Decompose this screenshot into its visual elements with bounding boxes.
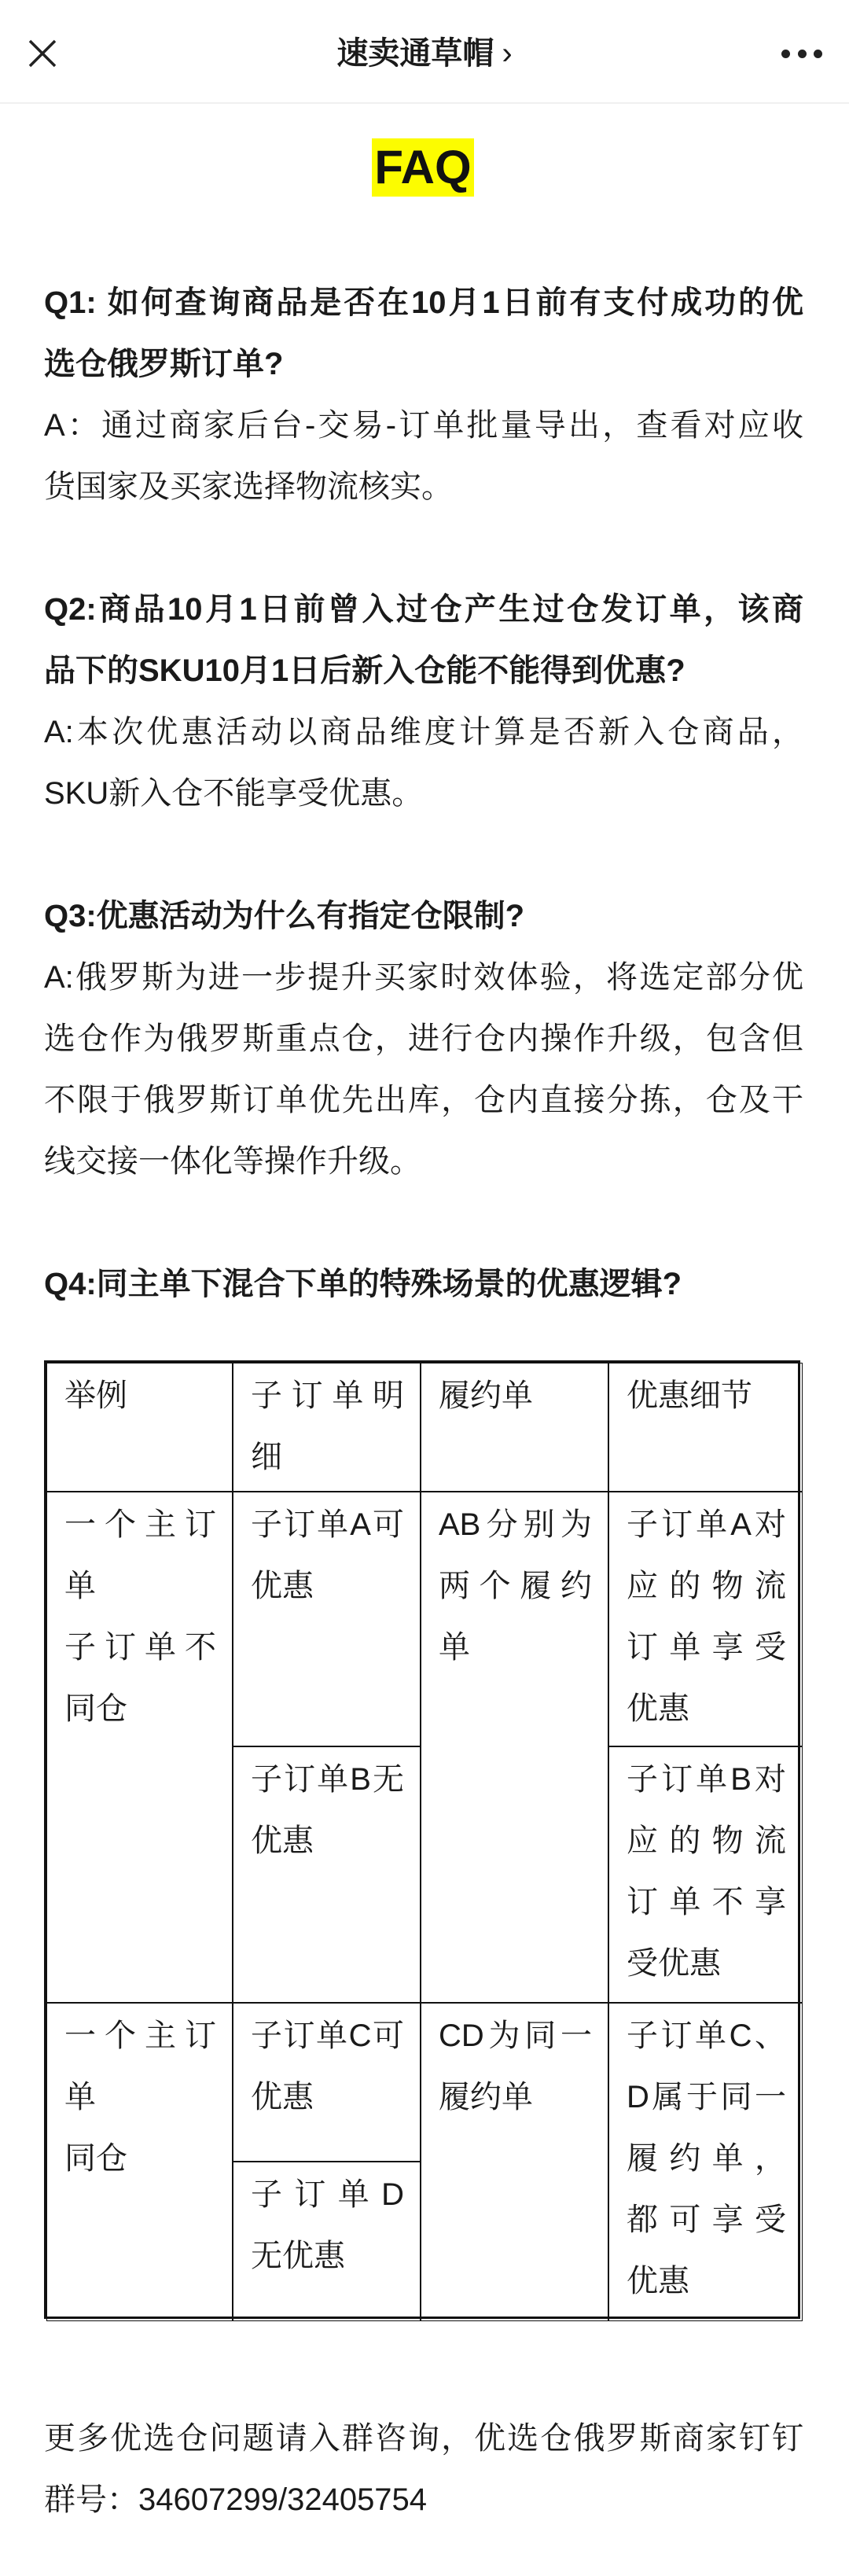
table-cell-r1-fulfil	[421, 1492, 608, 2003]
question-line: Q4:同主单下混合下单的特殊场景的优惠逻辑?	[44, 1267, 682, 1301]
question-line: 选仓俄罗斯订单?	[44, 347, 284, 381]
faq-item-2	[44, 579, 803, 824]
top-nav-bar	[0, 0, 849, 104]
table-header-cell	[233, 1363, 421, 1492]
answer-line: A:本次优惠活动以商品维度计算是否新入仓商品，	[44, 715, 803, 749]
faq-item-3	[44, 885, 803, 1192]
table-header-cell	[608, 1363, 803, 1492]
table-cell-r2-fulfil	[421, 2003, 608, 2321]
cell-line: 细	[251, 1440, 282, 1474]
cell-line: 优惠	[627, 1691, 689, 1726]
question	[44, 885, 803, 947]
table-cell-r1-detail-a	[608, 1492, 803, 1746]
cell-line: 履约单	[439, 2080, 533, 2114]
answer-line: A:俄罗斯为进一步提升买家时效体验，将选定部分优	[44, 960, 803, 995]
answer	[44, 395, 803, 517]
cell-line: 优惠	[627, 2264, 689, 2298]
cell-line: 两个履约	[439, 1569, 592, 1603]
answer	[44, 701, 803, 824]
cell-line: 同仓	[64, 2141, 127, 2176]
answer-line: 货国家及买家选择物流核实。	[44, 469, 453, 504]
table-cell-r2-example	[46, 2003, 233, 2321]
cell-line: 一个主订	[64, 2018, 216, 2053]
more-icon[interactable]	[781, 46, 822, 61]
cell-line: 单	[64, 2080, 96, 2114]
cell-line: 子订单不	[64, 1630, 216, 1665]
cell-line: 应的物流	[627, 1823, 786, 1858]
cell-line: 子订单B对	[627, 1762, 786, 1797]
chevron-right-icon: ›	[502, 36, 513, 71]
question-line: Q1: 如何查询商品是否在10月1日前有支付成功的优	[44, 285, 803, 320]
cell-line: 都可享受	[627, 2202, 786, 2237]
cell-line: 单	[439, 1630, 470, 1665]
faq-content	[44, 272, 803, 1315]
table-header-cell	[421, 1363, 608, 1492]
page-title[interactable]	[0, 33, 849, 74]
question	[44, 579, 803, 701]
cell-line: 子订单C可	[251, 2018, 404, 2053]
question-line: 品下的SKU10月1日后新入仓能不能得到优惠?	[44, 653, 685, 688]
table-cell-r1-example	[46, 1492, 233, 2003]
table-cell-r2-detail	[608, 2003, 803, 2321]
cell-line: 子订单C、	[627, 2018, 786, 2053]
cell-line: 子订单明	[251, 1378, 404, 1413]
cell-line: 优惠	[251, 2080, 314, 2114]
cell-line: 一个主订	[64, 1507, 216, 1542]
faq-item-4	[44, 1253, 803, 1315]
answer-line: 选仓作为俄罗斯重点仓，进行仓内操作升级，包含但	[44, 1021, 803, 1056]
question-line: Q2:商品10月1日前曾入过仓产生过仓发订单，该商	[44, 592, 803, 627]
question-line: Q3:优惠活动为什么有指定仓限制?	[44, 899, 525, 933]
cell-line: 履约单	[439, 1378, 533, 1413]
cell-line: 订单不享	[627, 1885, 786, 1919]
question	[44, 1253, 803, 1315]
answer-line: 不限于俄罗斯订单优先出库，仓内直接分拣，仓及干	[44, 1083, 803, 1117]
cell-line: 子订单B无	[251, 1762, 404, 1797]
answer-line: A：通过商家后台-交易-订单批量导出，查看对应收	[44, 408, 803, 443]
answer-line: SKU新入仓不能享受优惠。	[44, 776, 424, 811]
discount-logic-table	[44, 1360, 800, 2319]
question	[44, 272, 803, 395]
cell-line: 子订单D	[251, 2177, 404, 2212]
table-cell-r1-sub-a	[233, 1492, 421, 1746]
cell-line: AB分别为	[439, 1507, 592, 1542]
cell-line: 受优惠	[627, 1946, 721, 1981]
table-cell-r1-sub-b	[233, 1746, 421, 2003]
table-cell-r1-detail-b	[608, 1746, 803, 2003]
cell-line: 优惠	[251, 1823, 314, 1858]
table-cell-r2-sub-d	[233, 2162, 421, 2321]
cell-line: 子订单A对	[627, 1507, 786, 1542]
table-header-cell	[46, 1363, 233, 1492]
page-title-text: 速卖通草帽	[336, 36, 494, 71]
cell-line: D属于同一	[627, 2080, 786, 2114]
answer-line: 线交接一体化等操作升级。	[44, 1144, 421, 1179]
cell-line: 举例	[64, 1378, 127, 1413]
footer-note	[44, 2408, 803, 2530]
footer-line: 群号：34607299/32405754	[44, 2482, 428, 2517]
cell-line: 优惠	[251, 1569, 314, 1603]
cell-line: 无优惠	[251, 2239, 345, 2273]
cell-line: 优惠细节	[627, 1378, 752, 1413]
footer-line: 更多优选仓问题请入群咨询，优选仓俄罗斯商家钉钉	[44, 2421, 803, 2456]
faq-heading: FAQ	[372, 138, 474, 197]
cell-line: CD为同一	[439, 2018, 592, 2053]
faq-item-1	[44, 272, 803, 517]
cell-line: 子订单A可	[251, 1507, 404, 1542]
cell-line: 同仓	[64, 1691, 127, 1726]
cell-line: 订单享受	[627, 1630, 786, 1665]
answer	[44, 947, 803, 1192]
cell-line: 履约单，	[627, 2141, 786, 2176]
cell-line: 应的物流	[627, 1569, 786, 1603]
cell-line: 单	[64, 1569, 96, 1603]
table-cell-r2-sub-c	[233, 2003, 421, 2162]
